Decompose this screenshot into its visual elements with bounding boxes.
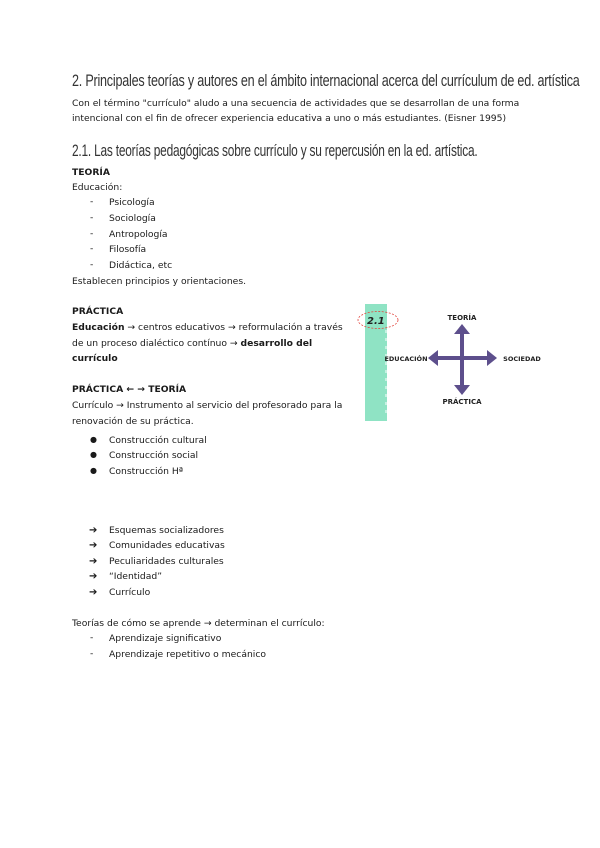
diagram-label-bottom: PRÁCTICA (442, 398, 482, 406)
list-item: Construcción social (109, 450, 199, 461)
list-item: Filosofía (109, 244, 147, 255)
arrowhead-left (428, 350, 438, 366)
relacion-line-1: Currículo → Instrumento al servicio del profesorado para la (72, 400, 343, 411)
teoria-subtitle: Educación: (72, 182, 123, 193)
bullet-marker: ● (90, 435, 97, 444)
diagram-label-left: EDUCACIÓN (384, 355, 428, 363)
bullet-marker: ● (90, 450, 97, 459)
dash-marker: - (90, 212, 94, 223)
list-item: Peculiaridades culturales (109, 556, 224, 567)
dash-marker: - (90, 648, 94, 659)
arrowhead-up (454, 324, 470, 334)
arrowhead-down (454, 385, 470, 395)
list-item: “Identidad” (109, 571, 162, 582)
dash-marker: - (90, 259, 94, 270)
arrow-marker-icon: ➔ (89, 540, 98, 551)
badge-label: 2.1 (367, 316, 385, 327)
arrow-marker-icon: ➔ (89, 571, 98, 582)
practica-line-3: currículo (72, 353, 118, 364)
aprendizaje-intro: Teorías de cómo se aprende → determinan el currículo: (72, 618, 325, 629)
diagram-label-top: TEORÍA (447, 314, 477, 322)
arrow-marker-icon: ➔ (89, 525, 98, 536)
list-item: Construcción cultural (109, 435, 207, 446)
dash-marker: - (90, 632, 94, 643)
list-item: Comunidades educativas (109, 540, 225, 551)
list-item: Aprendizaje significativo (109, 633, 222, 644)
dash-marker: - (90, 243, 94, 254)
teoria-closing: Establecen principios y orientaciones. (72, 276, 247, 287)
dash-marker: - (90, 196, 94, 207)
arrow-marker-icon: ➔ (89, 556, 98, 567)
practica-l1-rest: → centros educativos → reformulación a través (124, 322, 343, 333)
arrow-marker-icon: ➔ (89, 587, 98, 598)
intro-line-1: Con el término "currículo" aludo a una secuencia de actividades que se desarrollan de una forma (72, 98, 520, 109)
intro-line-2: intencional con el fin de ofrecer experiencia educativa a uno o más estudiantes. (Eisner 1995) (72, 113, 507, 124)
practica-desarrollo: desarrollo del (240, 338, 313, 349)
bullet-marker: ● (90, 466, 97, 475)
list-item: Construcción Hª (109, 466, 184, 477)
practica-title: PRÁCTICA (72, 306, 124, 317)
heading-section-2: 2. Principales teorías y autores en el ámbito internacional acerca del currículum de ed. artística (72, 71, 580, 90)
list-item: Psicología (109, 197, 155, 208)
list-item: Aprendizaje repetitivo o mecánico (109, 649, 267, 660)
dash-marker: - (90, 228, 94, 239)
list-item: Didáctica, etc (109, 260, 173, 271)
relacion-title: PRÁCTICA ← → TEORÍA (72, 384, 187, 395)
practica-educacion: Educación (72, 322, 125, 333)
list-item: Antropología (109, 229, 168, 240)
list-item: Esquemas socializadores (109, 525, 224, 536)
relacion-line-2: renovación de su práctica. (72, 416, 194, 427)
teoria-title: TEORÍA (72, 167, 110, 178)
practica-line-1 (72, 321, 343, 334)
practica-l2-start: de un proceso dialéctico contínuo → (72, 338, 241, 349)
education-diagram (352, 300, 548, 425)
list-item: Sociología (109, 213, 156, 224)
list-item: Currículo (109, 587, 151, 598)
arrowhead-right (487, 350, 497, 366)
practica-line-2 (72, 337, 312, 350)
diagram-label-right: SOCIEDAD (503, 355, 541, 363)
heading-section-2-1: 2.1. Las teorías pedagógicas sobre currículo y su repercusión en la ed. artística. (72, 141, 478, 160)
